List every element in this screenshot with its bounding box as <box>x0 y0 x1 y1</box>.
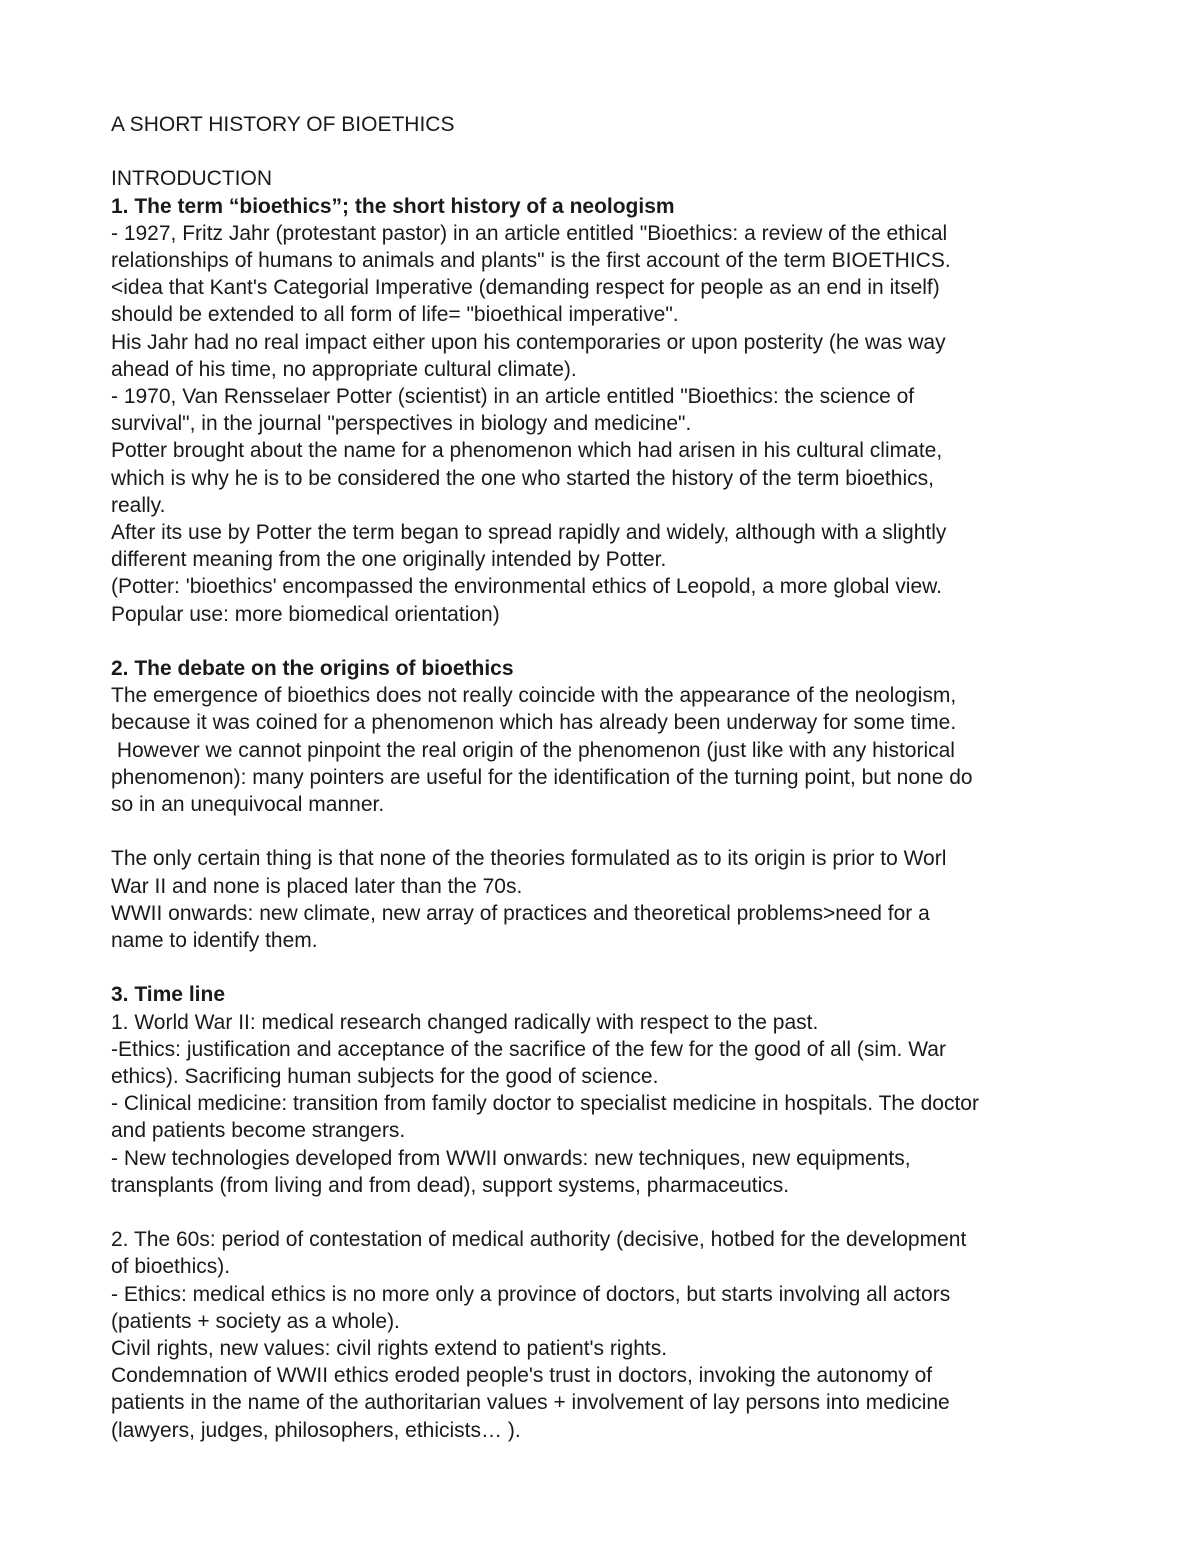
paragraph-line: relationships of humans to animals and plants" is the first account of the term BIOETHICS. <box>111 249 951 272</box>
paragraph-line: <idea that Kant's Categorial Imperative (demanding respect for people as an end in itself) <box>111 276 940 300</box>
paragraph-line: (lawyers, judges, philosophers, ethicists… ). <box>111 1418 521 1442</box>
paragraph-line: (patients + society as a whole). <box>111 1309 400 1333</box>
paragraph-line: name to identify them. <box>111 929 318 953</box>
paragraph-line: which is why he is to be considered the one who started the history of the term bioethics, <box>111 466 934 490</box>
paragraph-line: 1. World War II: medical research changed radically with respect to the past. <box>111 1010 819 1034</box>
paragraph-line: - Ethics: medical ethics is no more only a province of doctors, but starts involving all actors <box>111 1282 951 1306</box>
paragraph-line: After its use by Potter the term began to spread rapidly and widely, although with a slightly <box>111 521 947 545</box>
paragraph-line: WWII onwards: new climate, new array of practices and theoretical problems>need for a <box>111 901 930 925</box>
paragraph-line: The only certain thing is that none of the theories formulated as to its origin is prior to Worl <box>111 847 947 871</box>
paragraph-line: -Ethics: justification and acceptance of the sacrifice of the few for the good of all (sim. War <box>111 1037 946 1061</box>
spacer <box>111 1199 1111 1226</box>
paragraph-line: Popular use: more biomedical orientation) <box>111 602 500 626</box>
paragraph-line: because it was coined for a phenomenon which has already been underway for some time. <box>111 711 957 735</box>
section-heading-1: 1. The term “bioethics”; the short history of a neologism <box>111 194 675 218</box>
paragraph-line: really. <box>111 493 166 517</box>
paragraph-line: 2. The 60s: period of contestation of medical authority (decisive, hotbed for the development <box>111 1228 967 1252</box>
paragraph-line: Condemnation of WWII ethics eroded people's trust in doctors, invoking the autonomy of <box>111 1364 933 1388</box>
paragraph-line: ethics). Sacrificing human subjects for the good of science. <box>111 1065 659 1089</box>
document-title: A SHORT HISTORY OF BIOETHICS <box>111 113 455 136</box>
paragraph-line: patients in the name of the authoritarian values + involvement of lay persons into medicine <box>111 1391 950 1415</box>
paragraph-line: ahead of his time, no appropriate cultural climate). <box>111 357 577 381</box>
paragraph-line: so in an unequivocal manner. <box>111 793 385 817</box>
paragraph-line: should be extended to all form of life= "bioethical imperative". <box>111 303 679 327</box>
paragraph-line: - Clinical medicine: transition from family doctor to specialist medicine in hospitals. The doctor <box>111 1092 979 1116</box>
paragraph-line: - New technologies developed from WWII onwards: new techniques, new equipments, <box>111 1146 911 1170</box>
paragraph-line: However we cannot pinpoint the real origin of the phenomenon (just like with any historical <box>111 738 955 762</box>
paragraph-line: War II and none is placed later than the 70s. <box>111 874 523 898</box>
paragraph-line: Civil rights, new values: civil rights extend to patient's rights. <box>111 1337 668 1361</box>
paragraph-line: Potter brought about the name for a phenomenon which had arisen in his cultural climate, <box>111 439 943 463</box>
section-heading-2: 2. The debate on the origins of bioethics <box>111 657 514 681</box>
section-heading-3: 3. Time line <box>111 983 225 1007</box>
paragraph-line: phenomenon): many pointers are useful for the identification of the turning point, but none do <box>111 765 973 789</box>
spacer <box>111 954 1111 981</box>
paragraph-line: of bioethics). <box>111 1255 231 1279</box>
paragraph-line: (Potter: 'bioethics' encompassed the environmental ethics of Leopold, a more global view. <box>111 575 942 599</box>
paragraph-line: survival", in the journal "perspectives in biology and medicine". <box>111 412 692 436</box>
paragraph-line: - 1970, Van Rensselaer Potter (scientist) in an article entitled "Bioethics: the science of <box>111 385 915 409</box>
spacer <box>111 628 1111 655</box>
paragraph-line: His Jahr had no real impact either upon his contemporaries or upon posterity (he was way <box>111 330 946 354</box>
paragraph-line: and patients become strangers. <box>111 1119 406 1143</box>
spacer <box>111 818 1111 845</box>
paragraph-line: different meaning from the one originally intended by Potter. <box>111 548 667 572</box>
intro-heading: INTRODUCTION <box>111 167 272 191</box>
paragraph-line: The emergence of bioethics does not really coincide with the appearance of the neologism, <box>111 684 957 708</box>
spacer <box>111 138 1111 165</box>
paragraph-line: - 1927, Fritz Jahr (protestant pastor) in an article entitled "Bioethics: a review of the ethical <box>111 221 948 245</box>
document-page <box>111 111 1111 1444</box>
paragraph-line: transplants (from living and from dead), support systems, pharmaceutics. <box>111 1173 790 1197</box>
